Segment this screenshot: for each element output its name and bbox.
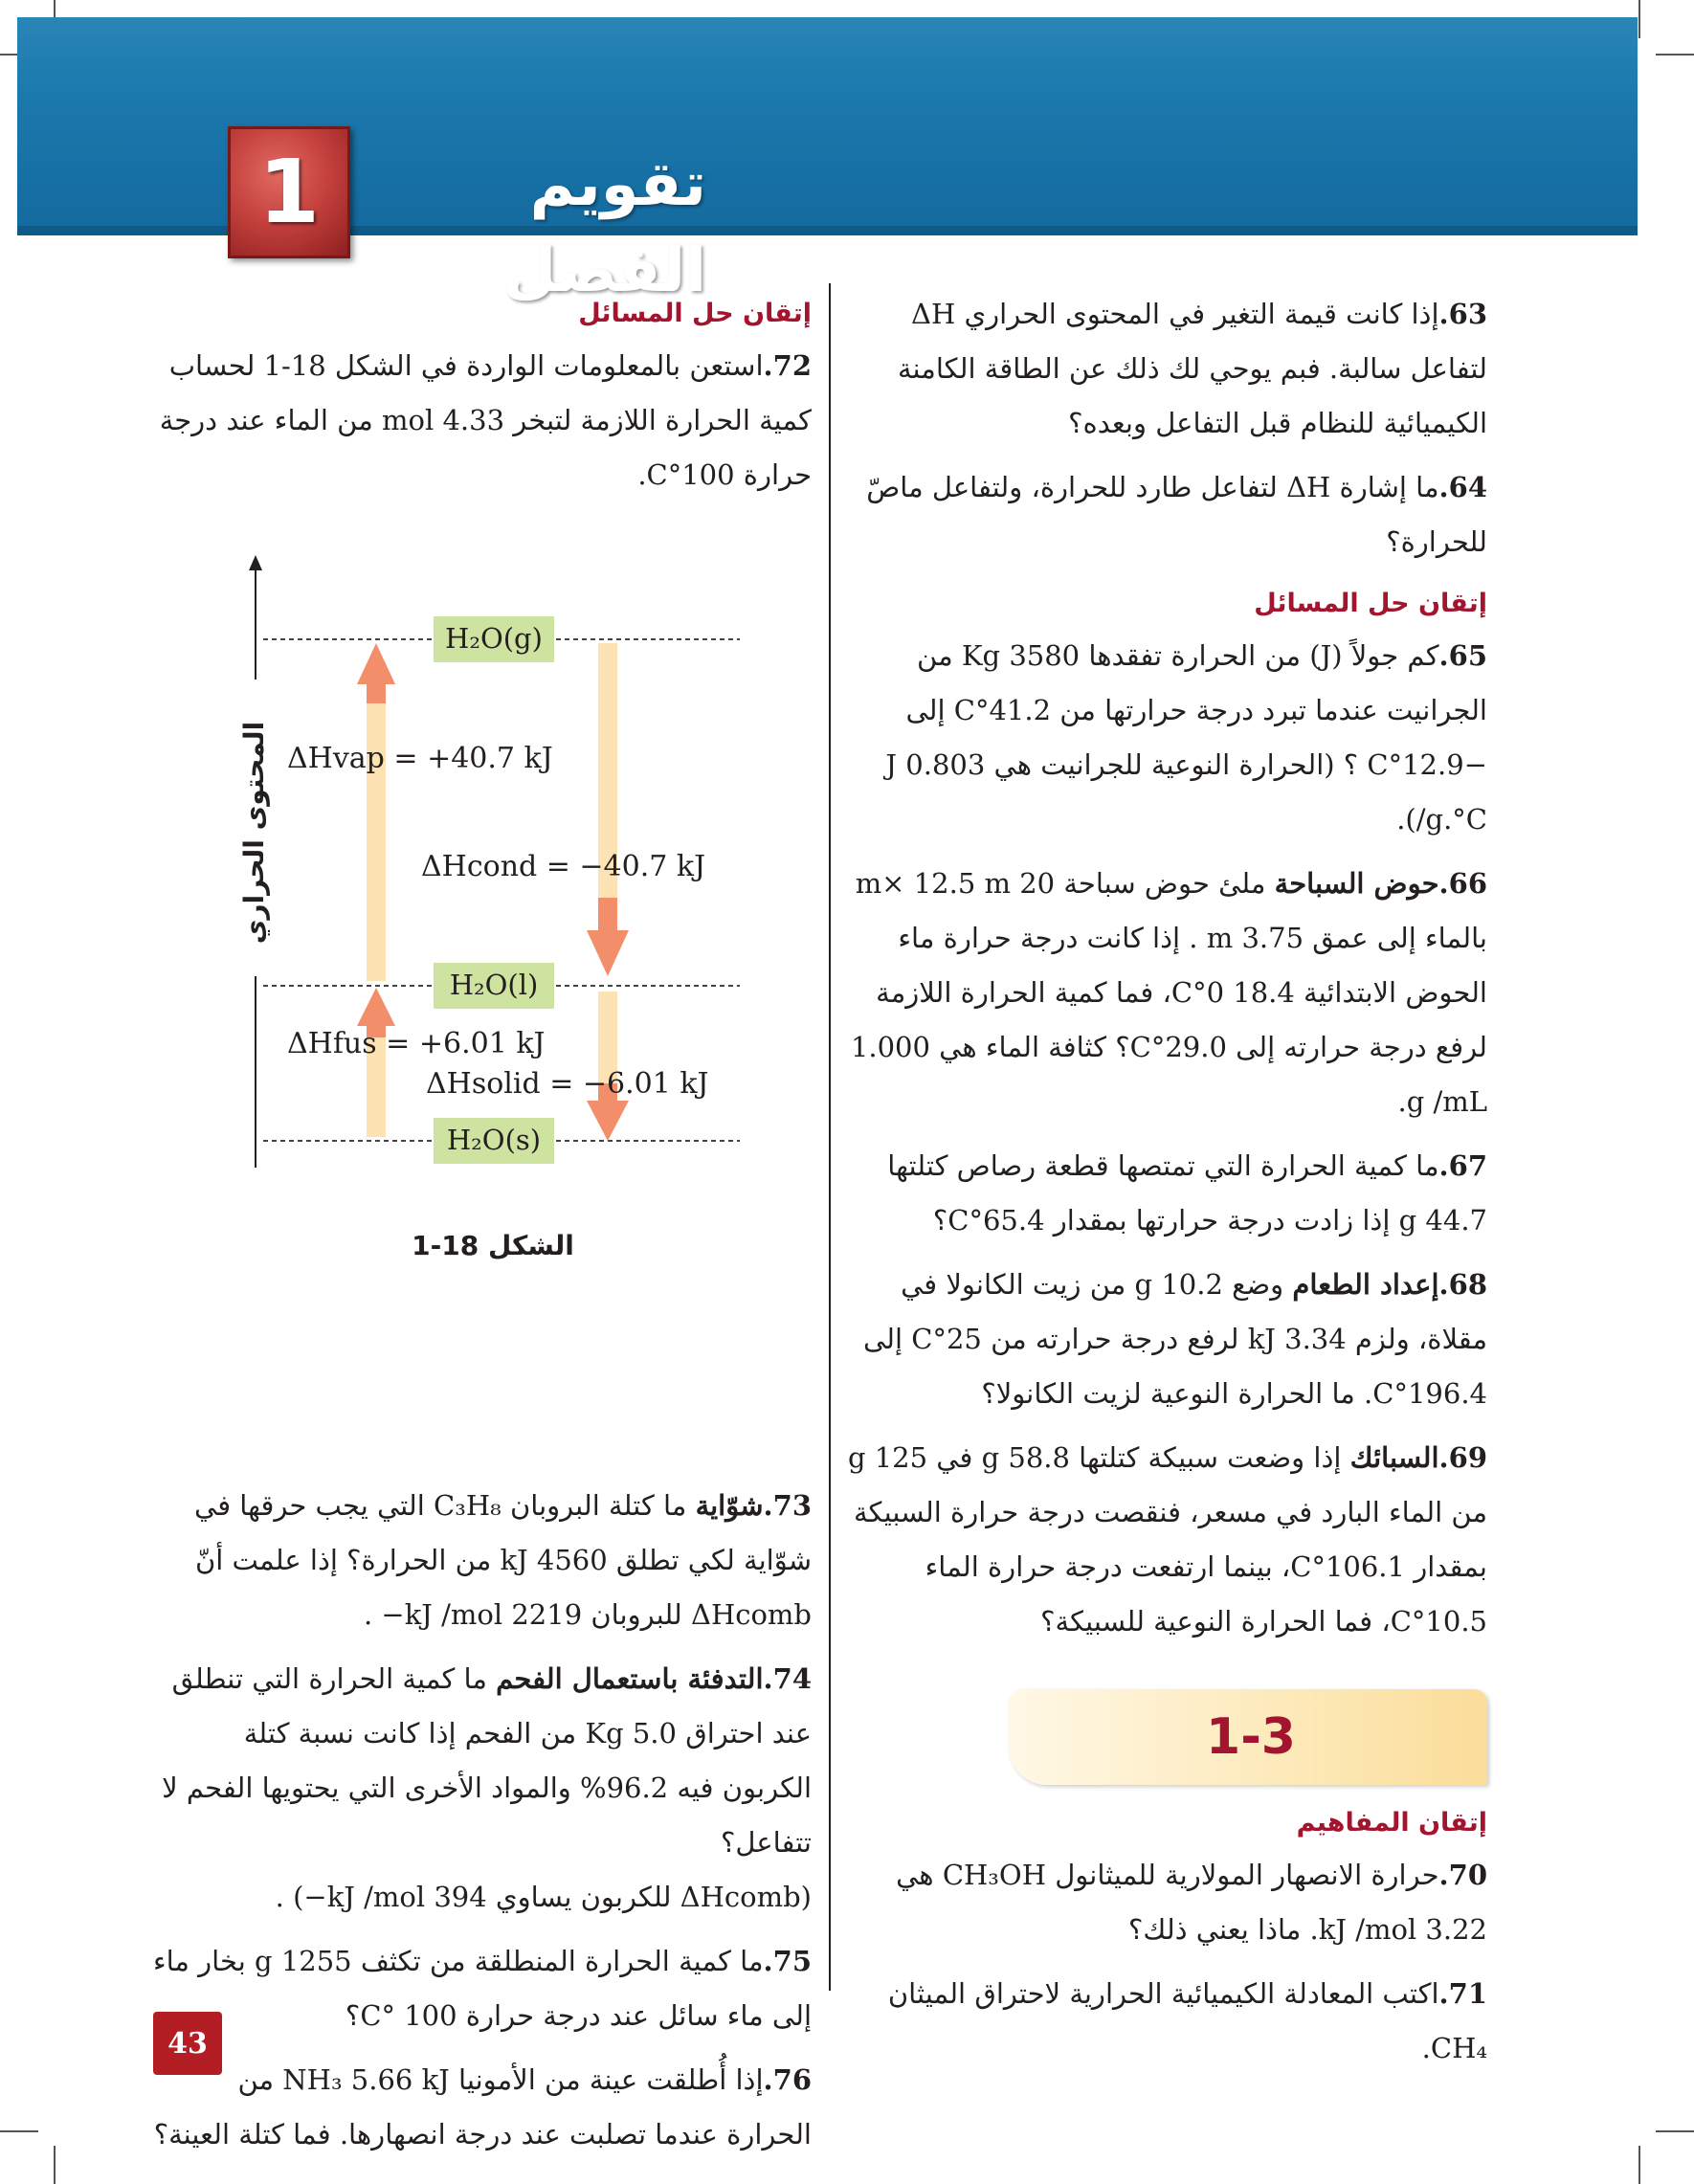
- dh-solid-label: ΔHsolid = −6.01 kJ: [426, 1067, 709, 1101]
- cond-arrow-head-shaft: [598, 898, 617, 930]
- question-74: 74.التدفئة باستعمال الفحم ما كمية الحرارة التي تنطلق عند احتراق 5.0 Kg من الفحم إذا كانت نسبة كتلة الكربون فيه 96.2% والمواد الأخرى التي يحتويها الفحم لا تتفاعل؟ (ΔHcomb للكربون يساوي 394 kJ /mol−) .: [151, 1652, 812, 1925]
- page-number-box: [153, 2012, 222, 2075]
- page-number: 43: [167, 2026, 208, 2061]
- solid-arrowhead-icon: [587, 1101, 629, 1141]
- question-68: 68.إعداد الطعام وضع 10.2 g من زيت الكانولا في مقلاة، ولزم 3.34 kJ لرفع درجة حرارته من 25°C إلى 196.4°C. ما الحرارة النوعية لزيت الكانولا؟: [862, 1268, 1487, 1410]
- vap-arrowhead-icon: [357, 643, 395, 684]
- question-76: 76.إذا أُطلقت عينة من الأمونيا NH₃ 5.66 kJ من الحرارة عندما تصلبت عند درجة انصهارها. فما كتلة العينة؟: [153, 2063, 812, 2151]
- question-64: 64.ما إشارة ΔH لتفاعل طارد للحرارة، ولتفاعل ماصّ للحرارة؟: [866, 471, 1487, 558]
- question-70: 70.حرارة الانصهار المولارية للميثانول CH₃OH هي 3.22 kJ /mol. ماذا يعني ذلك؟: [896, 1859, 1487, 1946]
- question-66: 66.حوض السباحة ملئ حوض سباحة 20 m× 12.5 m بالماء إلى عمق 3.75 m . إذا كانت درجة حرارة ماء الحوض الابتدائية 18.4 0°C، فما كمية الحرارة اللازمة لرفع درجة حرارته إلى 29.0°C؟ كثافة الماء هي 1.000 g /mL.: [850, 867, 1487, 1118]
- chapter-number-box: [228, 126, 350, 258]
- section-heading-problems: إتقان حل المسائل: [1254, 589, 1487, 618]
- question-67: 67.ما كمية الحرارة التي تمتصها قطعة رصاص كتلتها 44.7 g إذا زادت درجة حرارتها بمقدار 65.4°C؟: [887, 1149, 1487, 1237]
- liquid-label: H₂O(l): [449, 969, 539, 1001]
- dh-cond-label: ΔHcond = −40.7 kJ: [421, 850, 706, 883]
- figure-caption: الشكل 18-1: [412, 1230, 574, 1261]
- question-72: 72.استعن بالمعلومات الواردة في الشكل 18-1 لحساب كمية الحرارة اللازمة لتبخر 4.33 mol من الماء عند درجة حرارة 100°C.: [159, 349, 812, 491]
- right-column: [844, 287, 1487, 2085]
- section-number: 1-3: [1206, 1708, 1296, 1766]
- question-69: 69.السبائك إذا وضعت سبيكة كتلتها 58.8 g في 125 g من الماء البارد في مسعر، فنقصت درجة حرارة السبيكة بمقدار 106.1°C، بينما ارتفعت درجة حرارة الماء 10.5°C، فما الحرارة النوعية للسبيكة؟: [847, 1441, 1487, 1638]
- dh-fus-label: ΔHfus = +6.01 kJ: [287, 1027, 546, 1060]
- vap-arrow-head-shaft: [367, 684, 386, 703]
- crop-mark: [1656, 54, 1694, 56]
- section-heading-problems-left: إتقان حل المسائل: [578, 299, 812, 328]
- gas-label: H₂O(g): [445, 622, 543, 655]
- chapter-number: 1: [257, 141, 320, 243]
- axis-label: المحتوى الحراري: [238, 721, 270, 945]
- question-73: 73.شوّاية ما كتلة البروبان C₃H₈ التي يجب حرقها في شوّاية لكي تطلق 4560 kJ من الحرارة؟ إذا علمت أنّ ΔHcomb للبروبان 2219 kJ /mol− .: [194, 1489, 812, 1631]
- crop-mark: [1638, 2146, 1640, 2184]
- dh-vap-label: ΔHvap = +40.7 kJ: [287, 742, 553, 775]
- crop-mark: [1638, 0, 1640, 38]
- chapter-title: تقويم الفصل: [502, 149, 706, 306]
- solid-label: H₂O(s): [446, 1124, 542, 1156]
- fus-arrowhead-icon: [357, 988, 395, 1026]
- section-heading-concepts: إتقان المفاهيم: [1296, 1808, 1487, 1838]
- column-divider: [829, 283, 831, 1991]
- crop-mark: [1656, 2130, 1694, 2132]
- question-63: 63.إذا كانت قيمة التغير في المحتوى الحراري ΔH لتفاعل سالبة. فبم يوحي لك ذلك عن الطاقة الكامنة الكيميائية للنظام قبل التفاعل وبعده؟: [897, 298, 1487, 439]
- question-74-note: (ΔHcomb للكربون يساوي 394 kJ /mol−) .: [275, 1881, 812, 1913]
- section-1-3-banner: [1009, 1689, 1487, 1785]
- question-65: 65.كم جولاً (J) من الحرارة تفقدها 3580 Kg من الجرانيت عندما تبرد درجة حرارتها من 41.2°C إلى −12.9°C ؟ (الحرارة النوعية للجرانيت هي 0.803 J /g.°C).: [885, 639, 1487, 836]
- crop-mark: [0, 2130, 38, 2132]
- enthalpy-diagram: [215, 555, 751, 1168]
- cond-arrowhead-icon: [587, 930, 629, 976]
- crop-mark: [54, 2146, 56, 2184]
- question-71: 71.اكتب المعادلة الكيميائية الحرارية لاحتراق الميثان CH₄.: [887, 1977, 1487, 2064]
- cond-arrow-shaft: [598, 643, 617, 930]
- question-75: 75.ما كمية الحرارة المنطلقة من تكثف 1255 g بخار ماء إلى ماء سائل عند درجة حرارة 100 °C؟: [152, 1945, 812, 2032]
- axis-arrow-icon: [249, 555, 262, 570]
